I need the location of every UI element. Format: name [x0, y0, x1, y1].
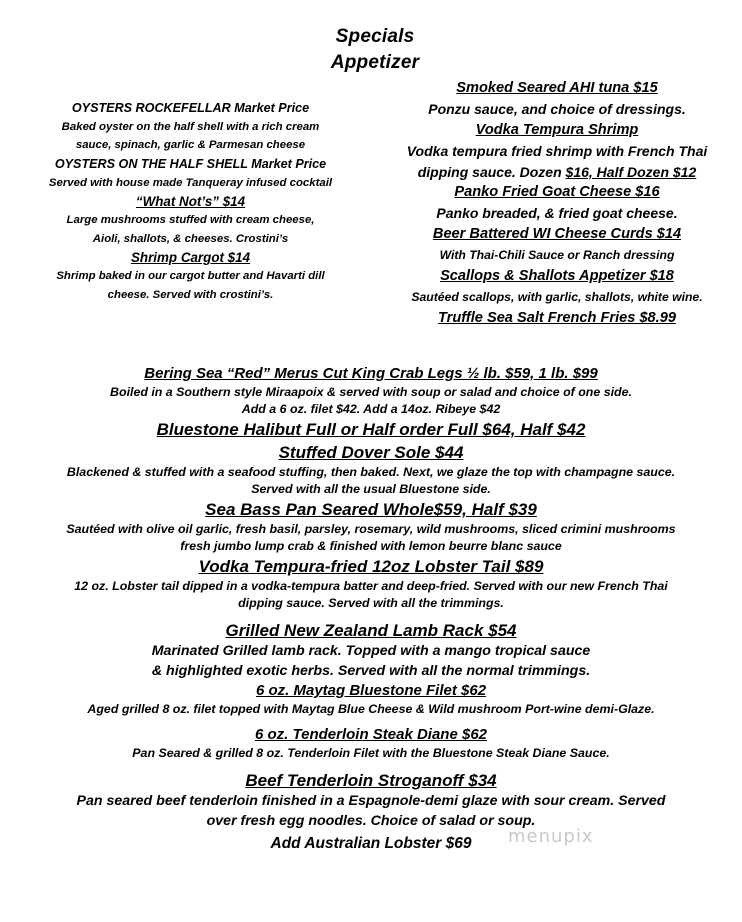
item-text: Ponzu sauce, and choice of dressings. — [428, 101, 686, 117]
menu-item-title — [392, 266, 722, 287]
menu-item-description — [392, 287, 722, 308]
entree-title: Grilled New Zealand Lamb Rack $54 — [225, 621, 517, 640]
menu-item-title — [392, 78, 722, 99]
menu-item-description: Served with house made Tanqueray infused cocktail — [48, 176, 333, 189]
entree-description: Pan Seared & grilled 8 oz. Tenderloin Filet with the Bluestone Steak Diane Sauce. — [132, 746, 610, 760]
menu-item-title: “What Not’s” $14 — [135, 193, 246, 209]
item-text: Panko Fried Goat Cheese $16 — [454, 184, 660, 201]
entree-description: & highlighted exotic herbs. Served with all the normal trimmings. — [151, 662, 591, 679]
item-text: Truffle Sea Salt French Fries $8.99 — [438, 309, 676, 326]
menu-item-title — [392, 120, 722, 141]
entree-description: Aged grilled 8 oz. filet topped with Maytag Blue Cheese & Wild mushroom Port-wine demi-Glaze. — [87, 702, 655, 716]
entree-title: 6 oz. Maytag Bluestone Filet $62 — [255, 682, 487, 699]
appetizer-heading: Appetizer — [330, 52, 420, 73]
item-text: Smoked Seared AHI tuna $15 — [456, 80, 658, 96]
entree-addon: Add Australian Lobster $69 — [270, 835, 472, 852]
menu-item-description: cheese. Served with crostini’s. — [107, 289, 274, 302]
entree-description: Add a 6 oz. filet $42. Add a 14oz. Ribeye $42 — [241, 402, 501, 416]
specials-heading: Specials — [335, 26, 415, 47]
menu-item-title: OYSTERS ROCKEFELLAR Market Price — [71, 101, 310, 115]
entree-title: Stuffed Dover Sole $44 — [278, 443, 464, 462]
appetizer-right-column — [392, 78, 722, 329]
menu-item-description: Baked oyster on the half shell with a rich cream — [61, 120, 320, 133]
entree-title: Bluestone Halibut Full or Half order Full $64, Half $42 — [156, 420, 586, 439]
entree-description: Pan seared beef tenderloin finished in a Espagnole-demi glaze with sour cream. Served — [76, 793, 666, 809]
menu-item-title — [392, 182, 722, 203]
entree-title: Bering Sea “Red” Merus Cut King Crab Legs ½ lb. $59, 1 lb. $99 — [144, 365, 598, 382]
entree-description: dipping sauce. Served with all the trimmings. — [238, 596, 504, 610]
menu-item-description — [392, 99, 722, 120]
item-text: Beer Battered WI Cheese Curds $14 — [432, 226, 682, 243]
item-text: Panko breaded, & fried goat cheese. — [436, 205, 678, 222]
entree-title: Beef Tenderloin Stroganoff $34 — [245, 771, 497, 790]
menupix-watermark: menupix — [508, 826, 594, 847]
menu-item-title — [392, 308, 722, 329]
entree-title: 6 oz. Tenderloin Steak Diane $62 — [254, 726, 488, 743]
menu-item-description: Shrimp baked in our cargot butter and Havarti dill — [56, 270, 325, 283]
entrees-section — [0, 364, 742, 855]
menu-item-description — [392, 203, 722, 224]
entree-title: Vodka Tempura-fried 12oz Lobster Tail $89 — [198, 557, 544, 576]
entree-description: Boiled in a Southern style Miraapoix & served with soup or salad and choice of one side. — [110, 385, 632, 399]
item-text: Vodka tempura fried shrimp with French Thai — [406, 142, 708, 159]
menu-item-description: sauce, spinach, garlic & Parmesan cheese — [75, 139, 306, 152]
entree-description: Marinated Grilled lamb rack. Topped with a mango tropical sauce — [151, 643, 591, 659]
menu-item-title — [392, 224, 722, 245]
item-text: With Thai-Chili Sauce or Ranch dressing — [439, 248, 675, 263]
entree-description: fresh jumbo lump crab & finished with lemon beurre blanc sauce — [180, 539, 562, 553]
item-text: Sautéed scallops, with garlic, shallots, white wine. — [411, 289, 703, 304]
entree-title: Sea Bass Pan Seared Whole$59, Half $39 — [205, 500, 537, 519]
entree-description: 12 oz. Lobster tail dipped in a vodka-tempura batter and deep-fried. Served with our new French Thai — [74, 579, 668, 593]
entree-description: Blackened & stuffed with a seafood stuffing, then baked. Next, we glaze the top with champagne sauce. — [66, 465, 676, 479]
entree-description: Sautéed with olive oil garlic, fresh basil, parsley, rosemary, wild mushrooms, sliced crimini mushrooms — [66, 522, 676, 536]
menu-item-description: Aioli, shallots, & cheeses. Crostini’s — [92, 232, 289, 245]
item-text: Vodka Tempura Shrimp — [475, 121, 639, 138]
menu-item-title: Shrimp Cargot $14 — [130, 249, 251, 265]
menu-item-description — [392, 245, 722, 266]
menu-item-title: OYSTERS ON THE HALF SHELL Market Price — [54, 157, 327, 172]
item-text: dipping sauce. Dozen — [417, 163, 566, 180]
menu-item-description — [392, 141, 722, 162]
item-price: $16, Half Dozen $12 — [565, 163, 697, 180]
appetizer-left-column — [18, 99, 363, 305]
item-text: Scallops & Shallots Appetizer $18 — [440, 267, 674, 284]
entree-description: over fresh egg noodles. Choice of salad or soup. — [206, 812, 536, 829]
menu-item-description: Large mushrooms stuffed with cream cheese, — [66, 214, 315, 227]
entree-description: Served with all the usual Bluestone side. — [251, 482, 491, 496]
menu-item-description — [392, 162, 722, 183]
